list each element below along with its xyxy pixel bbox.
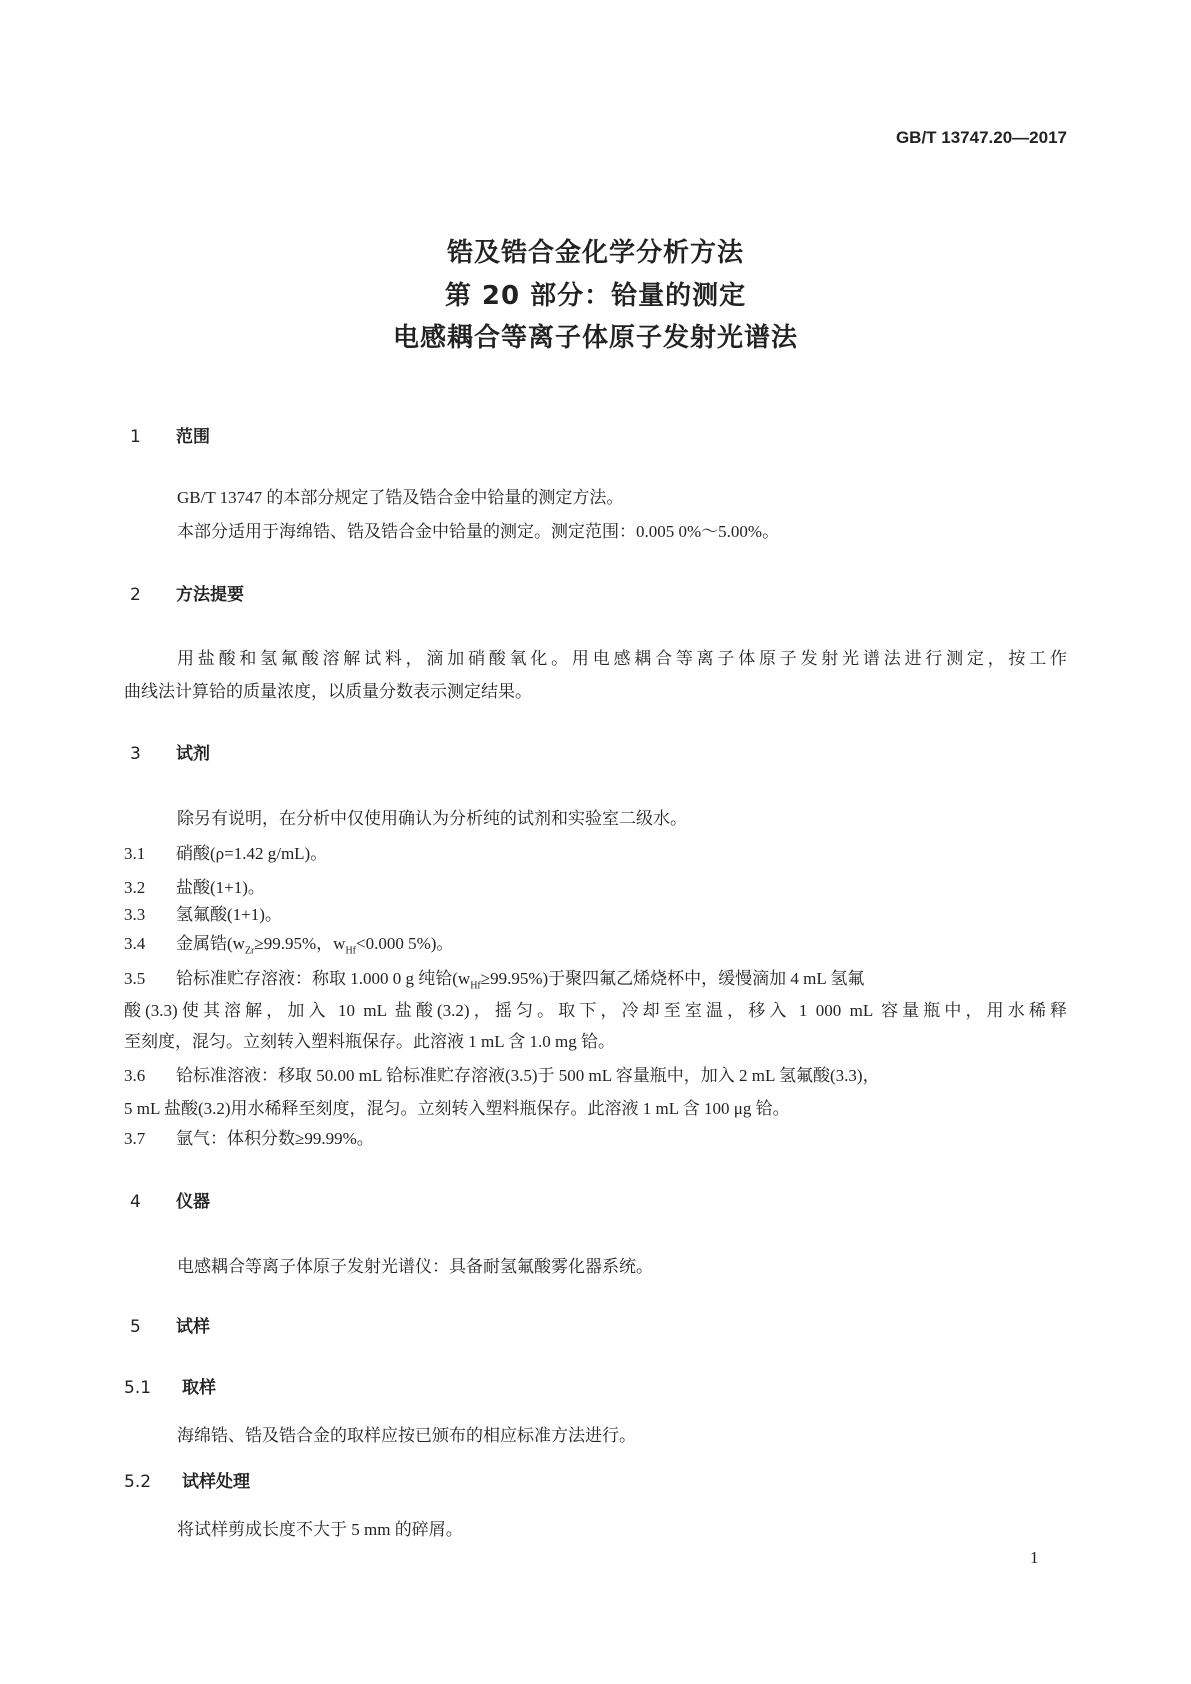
section-5-heading [130,1312,210,1337]
section-title: 试样 [176,1317,210,1337]
section-number: 5 [130,1317,141,1337]
section-number: 1 [130,427,141,447]
section-number: 4 [130,1192,141,1212]
item-3-2 [124,873,265,898]
item-number: 3.4 [124,934,146,953]
item-number: 3.1 [124,844,146,863]
section-title: 试剂 [176,744,210,764]
item-text: 铪标准溶液：移取 50.00 mL 铪标准贮存溶液(3.5)于 500 mL 容量瓶中，加入 2 mL 氢氟酸(3.3)， [176,1066,880,1085]
item-text: 铪标准贮存溶液：称取 1.000 0 g 纯铪(w [176,969,471,988]
item-number: 3.3 [124,905,146,924]
item-number: 3.2 [124,878,146,897]
section-title: 取样 [182,1378,216,1398]
paragraph: 曲线法计算铪的质量浓度，以质量分数表示测定结果。 [124,682,532,701]
item-number: 3.5 [124,969,146,988]
item-text: 氢氟酸(1+1)。 [176,905,282,924]
subscript: Hf [470,980,481,992]
section-1-heading [130,422,210,447]
item-3-7 [124,1124,374,1149]
doc-title-line-3: 电感耦合等离子体原子发射光谱法 [392,323,798,353]
section-title: 方法提要 [176,585,244,605]
section-title: 试样处理 [182,1472,250,1492]
item-3-5 [124,964,1067,991]
subscript: Zr [244,945,255,957]
section-2-heading [130,580,244,605]
item-text: ≥99.95%，w [254,934,346,953]
item-text: 盐酸(1+1)。 [176,878,265,897]
paragraph: 本部分适用于海绵锆、锆及锆合金中铪量的测定。测定范围：0.005 0%～5.00%。 [177,522,780,541]
item-3-1 [124,839,327,864]
section-3-heading [130,739,210,764]
paragraph: 将试样剪成长度不大于 5 mm 的碎屑。 [177,1520,463,1539]
item-3-6 [124,1061,880,1086]
doc-title-line-1: 锆及锆合金化学分析方法 [446,238,744,268]
section-number: 3 [130,744,141,764]
section-title: 范围 [176,427,210,447]
section-number: 5.1 [124,1378,152,1398]
section-title: 仪器 [176,1192,210,1212]
item-3-4 [124,929,453,956]
item-text: ≥99.95%)于聚四氟乙烯烧杯中，缓慢滴加 4 mL 氢氟 [480,969,865,988]
doc-title-line-2: 第 20 部分：铪量的测定 [444,281,747,311]
item-3-5-line-3: 至刻度，混匀。立刻转入塑料瓶保存。此溶液 1 mL 含 1.0 mg 铪。 [124,1032,615,1051]
item-3-6-line-2: 5 mL 盐酸(3.2)用水稀释至刻度，混匀。立刻转入塑料瓶保存。此溶液 1 mL 含 100 μg 铪。 [124,1099,790,1118]
paragraph: 海绵锆、锆及锆合金的取样应按已颁布的相应标准方法进行。 [177,1426,636,1445]
paragraph: GB/T 13747 的本部分规定了锆及锆合金中铪量的测定方法。 [177,488,624,507]
item-3-3 [124,900,282,925]
paragraph: 电感耦合等离子体原子发射光谱仪：具备耐氢氟酸雾化器系统。 [177,1257,653,1276]
paragraph: 用盐酸和氢氟酸溶解试料，滴加硝酸氧化。用电感耦合等离子体原子发射光谱法进行测定，按工作 [177,649,1067,668]
paragraph: 除另有说明，在分析中仅使用确认为分析纯的试剂和实验室二级水。 [177,809,687,828]
section-number: 2 [130,585,141,605]
item-text: 硝酸(ρ=1.42 g/mL)。 [176,844,328,863]
section-5-1-heading [124,1373,216,1398]
page-number: 1 [1030,1548,1039,1567]
section-number: 5.2 [124,1472,152,1492]
item-text: <0.000 5%)。 [356,934,454,953]
item-number: 3.6 [124,1066,146,1085]
section-5-2-heading [124,1467,250,1492]
standard-number: GB/T 13747.20—2017 [895,128,1067,147]
item-text: 金属锆(w [176,934,245,953]
section-4-heading [130,1187,210,1212]
item-3-5-line-2: 酸(3.3)使其溶解，加入 10 mL 盐酸(3.2)，摇匀。取下，冷却至室温，移入 1 000 mL 容量瓶中，用水稀释 [124,1001,1067,1020]
item-number: 3.7 [124,1129,146,1148]
item-text: 氩气：体积分数≥99.99%。 [176,1129,374,1148]
subscript: Hf [345,945,356,957]
